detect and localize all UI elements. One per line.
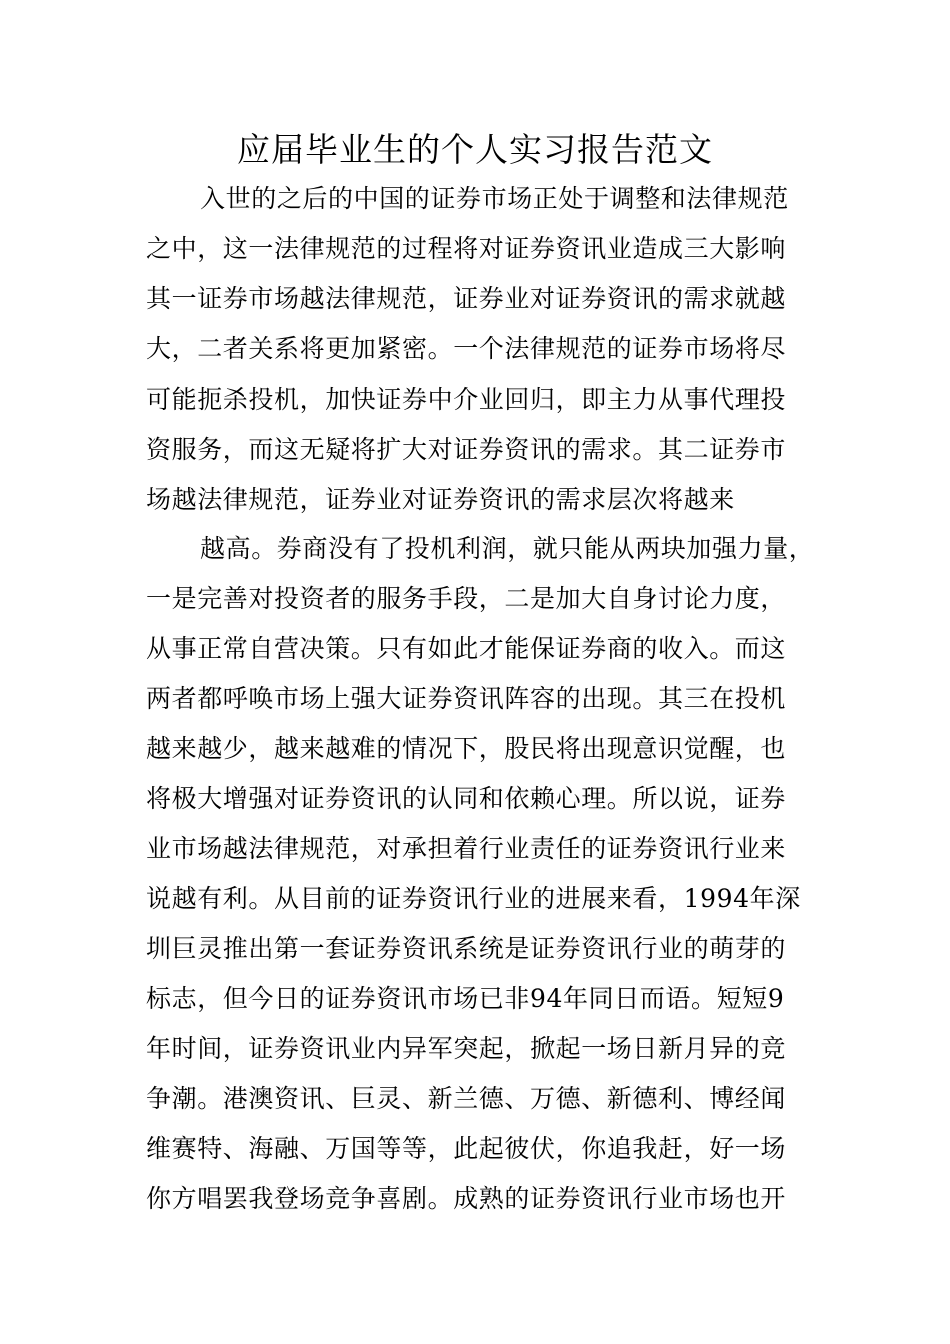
paragraph-line: 大，二者关系将更加紧密。一个法律规范的证券市场将尽 (146, 334, 787, 363)
paragraph-line: 入世的之后的中国的证券市场正处于调整和法律规范 (200, 184, 789, 213)
paragraph-line: 说越有利。从目前的证券资讯行业的进展来看，1994年深 (146, 884, 801, 913)
paragraph-line: 两者都呼唤市场上强大证券资讯阵容的出现。其三在投机 (146, 684, 787, 713)
paragraph-line: 业市场越法律规范，对承担着行业责任的证券资讯行业来 (146, 834, 787, 863)
document-title: 应届毕业生的个人实习报告范文 (237, 130, 713, 169)
paragraph-line: 场越法律规范，证券业对证券资讯的需求层次将越来 (146, 485, 735, 514)
paragraph-line: 其一证券市场越法律规范，证券业对证券资讯的需求就越 (146, 284, 787, 313)
paragraph-line: 维赛特、海融、万国等等，此起彼伏，你追我赶，好一场 (146, 1134, 787, 1163)
paragraph-line: 可能扼杀投机，加快证券中介业回归，即主力从事代理投 (146, 385, 787, 414)
paragraph-line: 年时间，证券资讯业内异军突起，掀起一场日新月异的竞 (146, 1034, 787, 1063)
paragraph-line: 一是完善对投资者的服务手段，二是加大自身讨论力度， (146, 584, 787, 613)
paragraph-line: 越来越少，越来越难的情况下，股民将出现意识觉醒，也 (146, 734, 787, 763)
paragraph-line: 越高。券商没有了投机利润，就只能从两块加强力量， (200, 534, 815, 563)
paragraph-line: 之中，这一法律规范的过程将对证券资讯业造成三大影响 (146, 234, 787, 263)
paragraph-line: 从事正常自营决策。只有如此才能保证券商的收入。而这 (146, 634, 787, 663)
paragraph-line: 标志，但今日的证券资讯市场已非94年同日而语。短短9 (146, 984, 785, 1013)
paragraph-line: 将极大增强对证券资讯的认同和依赖心理。所以说，证券 (146, 784, 787, 813)
paragraph-line: 你方唱罢我登场竞争喜剧。成熟的证券资讯行业市场也开 (146, 1184, 787, 1213)
paragraph-line: 资服务，而这无疑将扩大对证券资讯的需求。其二证券市 (146, 435, 787, 464)
paragraph-line: 圳巨灵推出第一套证券资讯系统是证券资讯行业的萌芽的 (146, 934, 787, 963)
paragraph-line: 争潮。港澳资讯、巨灵、新兰德、万德、新德利、博经闻 (146, 1084, 787, 1113)
